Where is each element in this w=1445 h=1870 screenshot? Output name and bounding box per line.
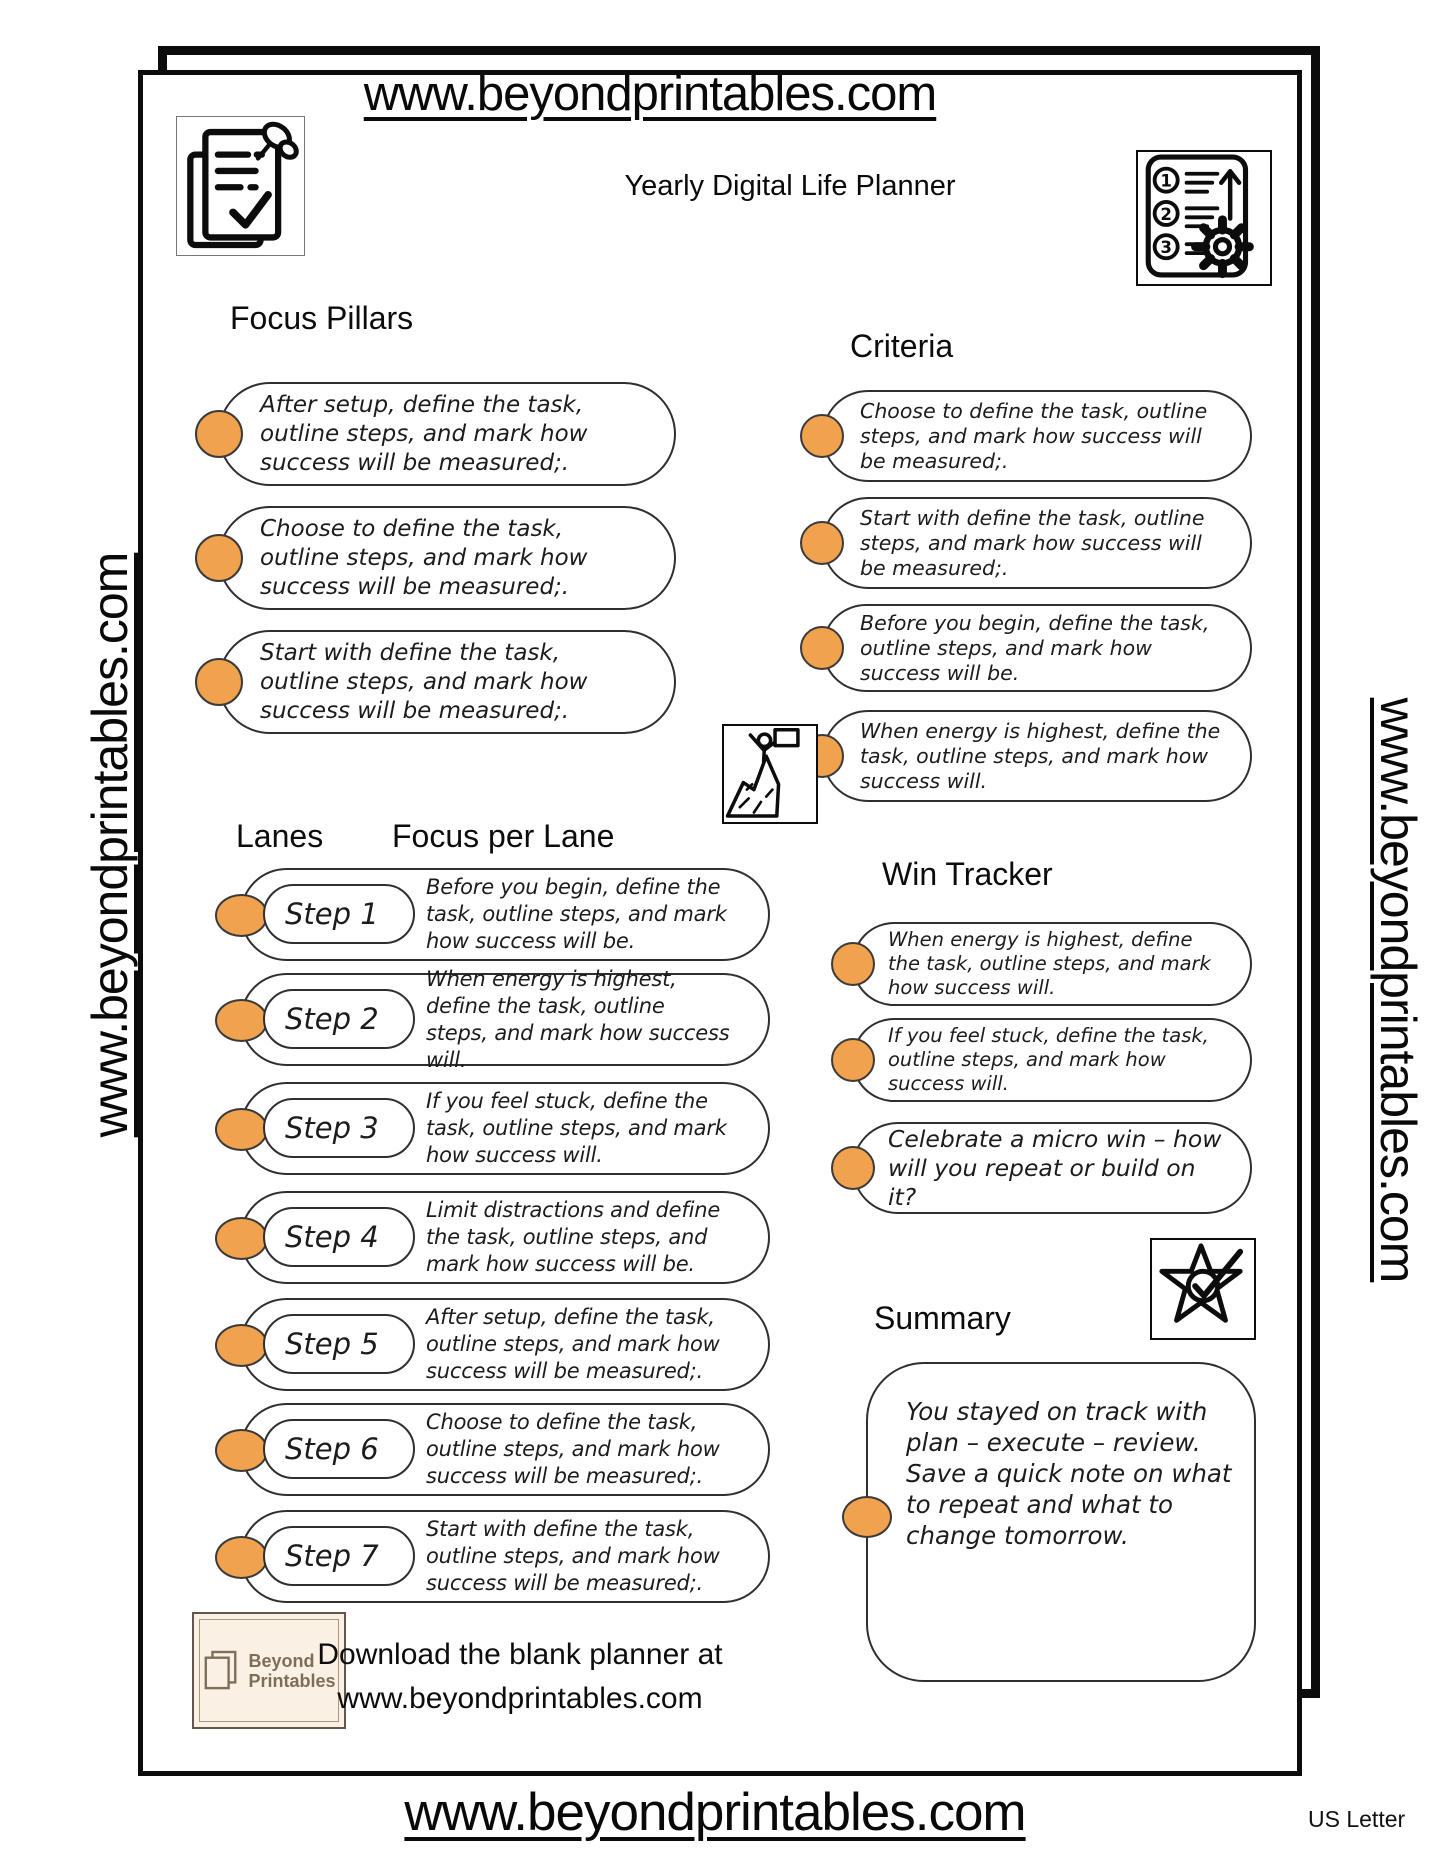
bullet-dot (215, 999, 268, 1042)
bullet-dot (831, 1146, 875, 1190)
lane-row (240, 1298, 770, 1391)
step-pill: Step 6 (263, 1419, 415, 1479)
bullet-dot (842, 1496, 892, 1538)
bullet-dot (195, 410, 243, 458)
step-text: Choose to define the task, outline steps, and mark how success will be measured;. (426, 1410, 720, 1488)
win-tracker-item: When energy is highest, define the task, outline steps, and mark how success will. (852, 922, 1252, 1006)
bullet-dot (215, 1429, 268, 1472)
focus-pillars-heading: Focus Pillars (230, 300, 414, 336)
step-text: When energy is highest, define the task, outline steps, and mark how success will. (426, 966, 730, 1072)
lane-row (240, 868, 770, 961)
lane-row (240, 1082, 770, 1175)
lane-row (240, 966, 770, 1072)
summary-heading: Summary (874, 1300, 1011, 1336)
step-text: Start with define the task, outline steps, and mark how success will be measured;. (426, 1517, 720, 1595)
step-pill: Step 5 (263, 1314, 415, 1374)
star-check-icon (1150, 1238, 1256, 1340)
win-tracker-item: Celebrate a micro win – how will you repeat or build on it? (852, 1122, 1252, 1214)
svg-text:2: 2 (1160, 204, 1172, 224)
focus-pillar-item: After setup, define the task, outline steps, and mark how success will be measured;. (218, 382, 676, 486)
lane-row (240, 1191, 770, 1284)
numbered-steps-gear-icon (1136, 150, 1272, 286)
svg-text:3: 3 (1160, 238, 1172, 258)
step-pill: Step 4 (263, 1207, 415, 1267)
download-line1: Download the blank planner at (317, 1638, 723, 1671)
clipboard-pin-icon (176, 116, 305, 256)
left-vertical-url: www.beyondprintables.com (82, 552, 138, 1138)
criteria-heading: Criteria (850, 328, 954, 364)
bullet-dot (215, 1108, 268, 1151)
criteria-item: When energy is highest, define the task, outline steps, and mark how success will. (822, 710, 1252, 802)
step-pill: Step 3 (263, 1098, 415, 1158)
criteria-item: Choose to define the task, outline steps, and mark how success will be measured;. (822, 390, 1252, 482)
summary-text: You stayed on track with plan – execute – review. Save a quick note on what to repeat and what to change tomorrow. (906, 1397, 1232, 1550)
download-line2: www.beyondprintables.com (337, 1682, 703, 1715)
bullet-dot (215, 1217, 268, 1260)
bullet-dot (215, 1324, 268, 1367)
brand-name-line2: Printables (248, 1670, 336, 1691)
step-text: Limit distractions and define the task, outline steps, and mark how success will be. (426, 1198, 721, 1276)
header-url: www.beyondprintables.com (363, 67, 937, 121)
bullet-dot (195, 534, 243, 582)
bullet-dot (800, 414, 844, 458)
pages-logo-icon (202, 1649, 240, 1693)
step-pill: Step 7 (263, 1526, 415, 1586)
win-tracker-heading: Win Tracker (882, 856, 1053, 892)
step-pill: Step 1 (263, 884, 415, 944)
summary-box (866, 1362, 1256, 1682)
right-vertical-url: www.beyondprintables.com (1370, 697, 1426, 1283)
lane-row (240, 1403, 770, 1496)
bullet-dot (831, 942, 875, 986)
step-text: If you feel stuck, define the task, outline steps, and mark how success will. (426, 1089, 727, 1167)
bullet-dot (215, 1536, 268, 1579)
lanes-heading: Lanes (236, 818, 324, 854)
paper-size-label: US Letter (1308, 1806, 1406, 1832)
win-tracker-item: If you feel stuck, define the task, outline steps, and mark how success will. (852, 1018, 1252, 1102)
criteria-item: Before you begin, define the task, outline steps, and mark how success will be. (822, 604, 1252, 692)
bullet-dot (800, 521, 844, 565)
step-text: Before you begin, define the task, outline steps, and mark how success will be. (426, 875, 727, 953)
page-title: Yearly Digital Life Planner (624, 170, 956, 202)
step-pill: Step 2 (263, 989, 415, 1049)
bullet-dot (831, 1038, 875, 1082)
brand-name-line1: Beyond (248, 1650, 315, 1671)
bullet-dot (195, 658, 243, 706)
lane-row (240, 1510, 770, 1603)
criteria-item: Start with define the task, outline steps, and mark how success will be measured;. (822, 497, 1252, 589)
step-text: After setup, define the task, outline steps, and mark how success will be measured;. (426, 1305, 720, 1383)
focus-pillar-item: Choose to define the task, outline steps, and mark how success will be measured;. (218, 506, 676, 610)
focus-per-lane-heading: Focus per Lane (392, 818, 615, 854)
bullet-dot (800, 626, 844, 670)
svg-text:1: 1 (1160, 171, 1172, 191)
bullet-dot (215, 894, 268, 937)
focus-pillar-item: Start with define the task, outline steps, and mark how success will be measured;. (218, 630, 676, 734)
footer-url: www.beyondprintables.com (404, 1783, 1026, 1842)
mountain-flag-icon (722, 724, 818, 824)
